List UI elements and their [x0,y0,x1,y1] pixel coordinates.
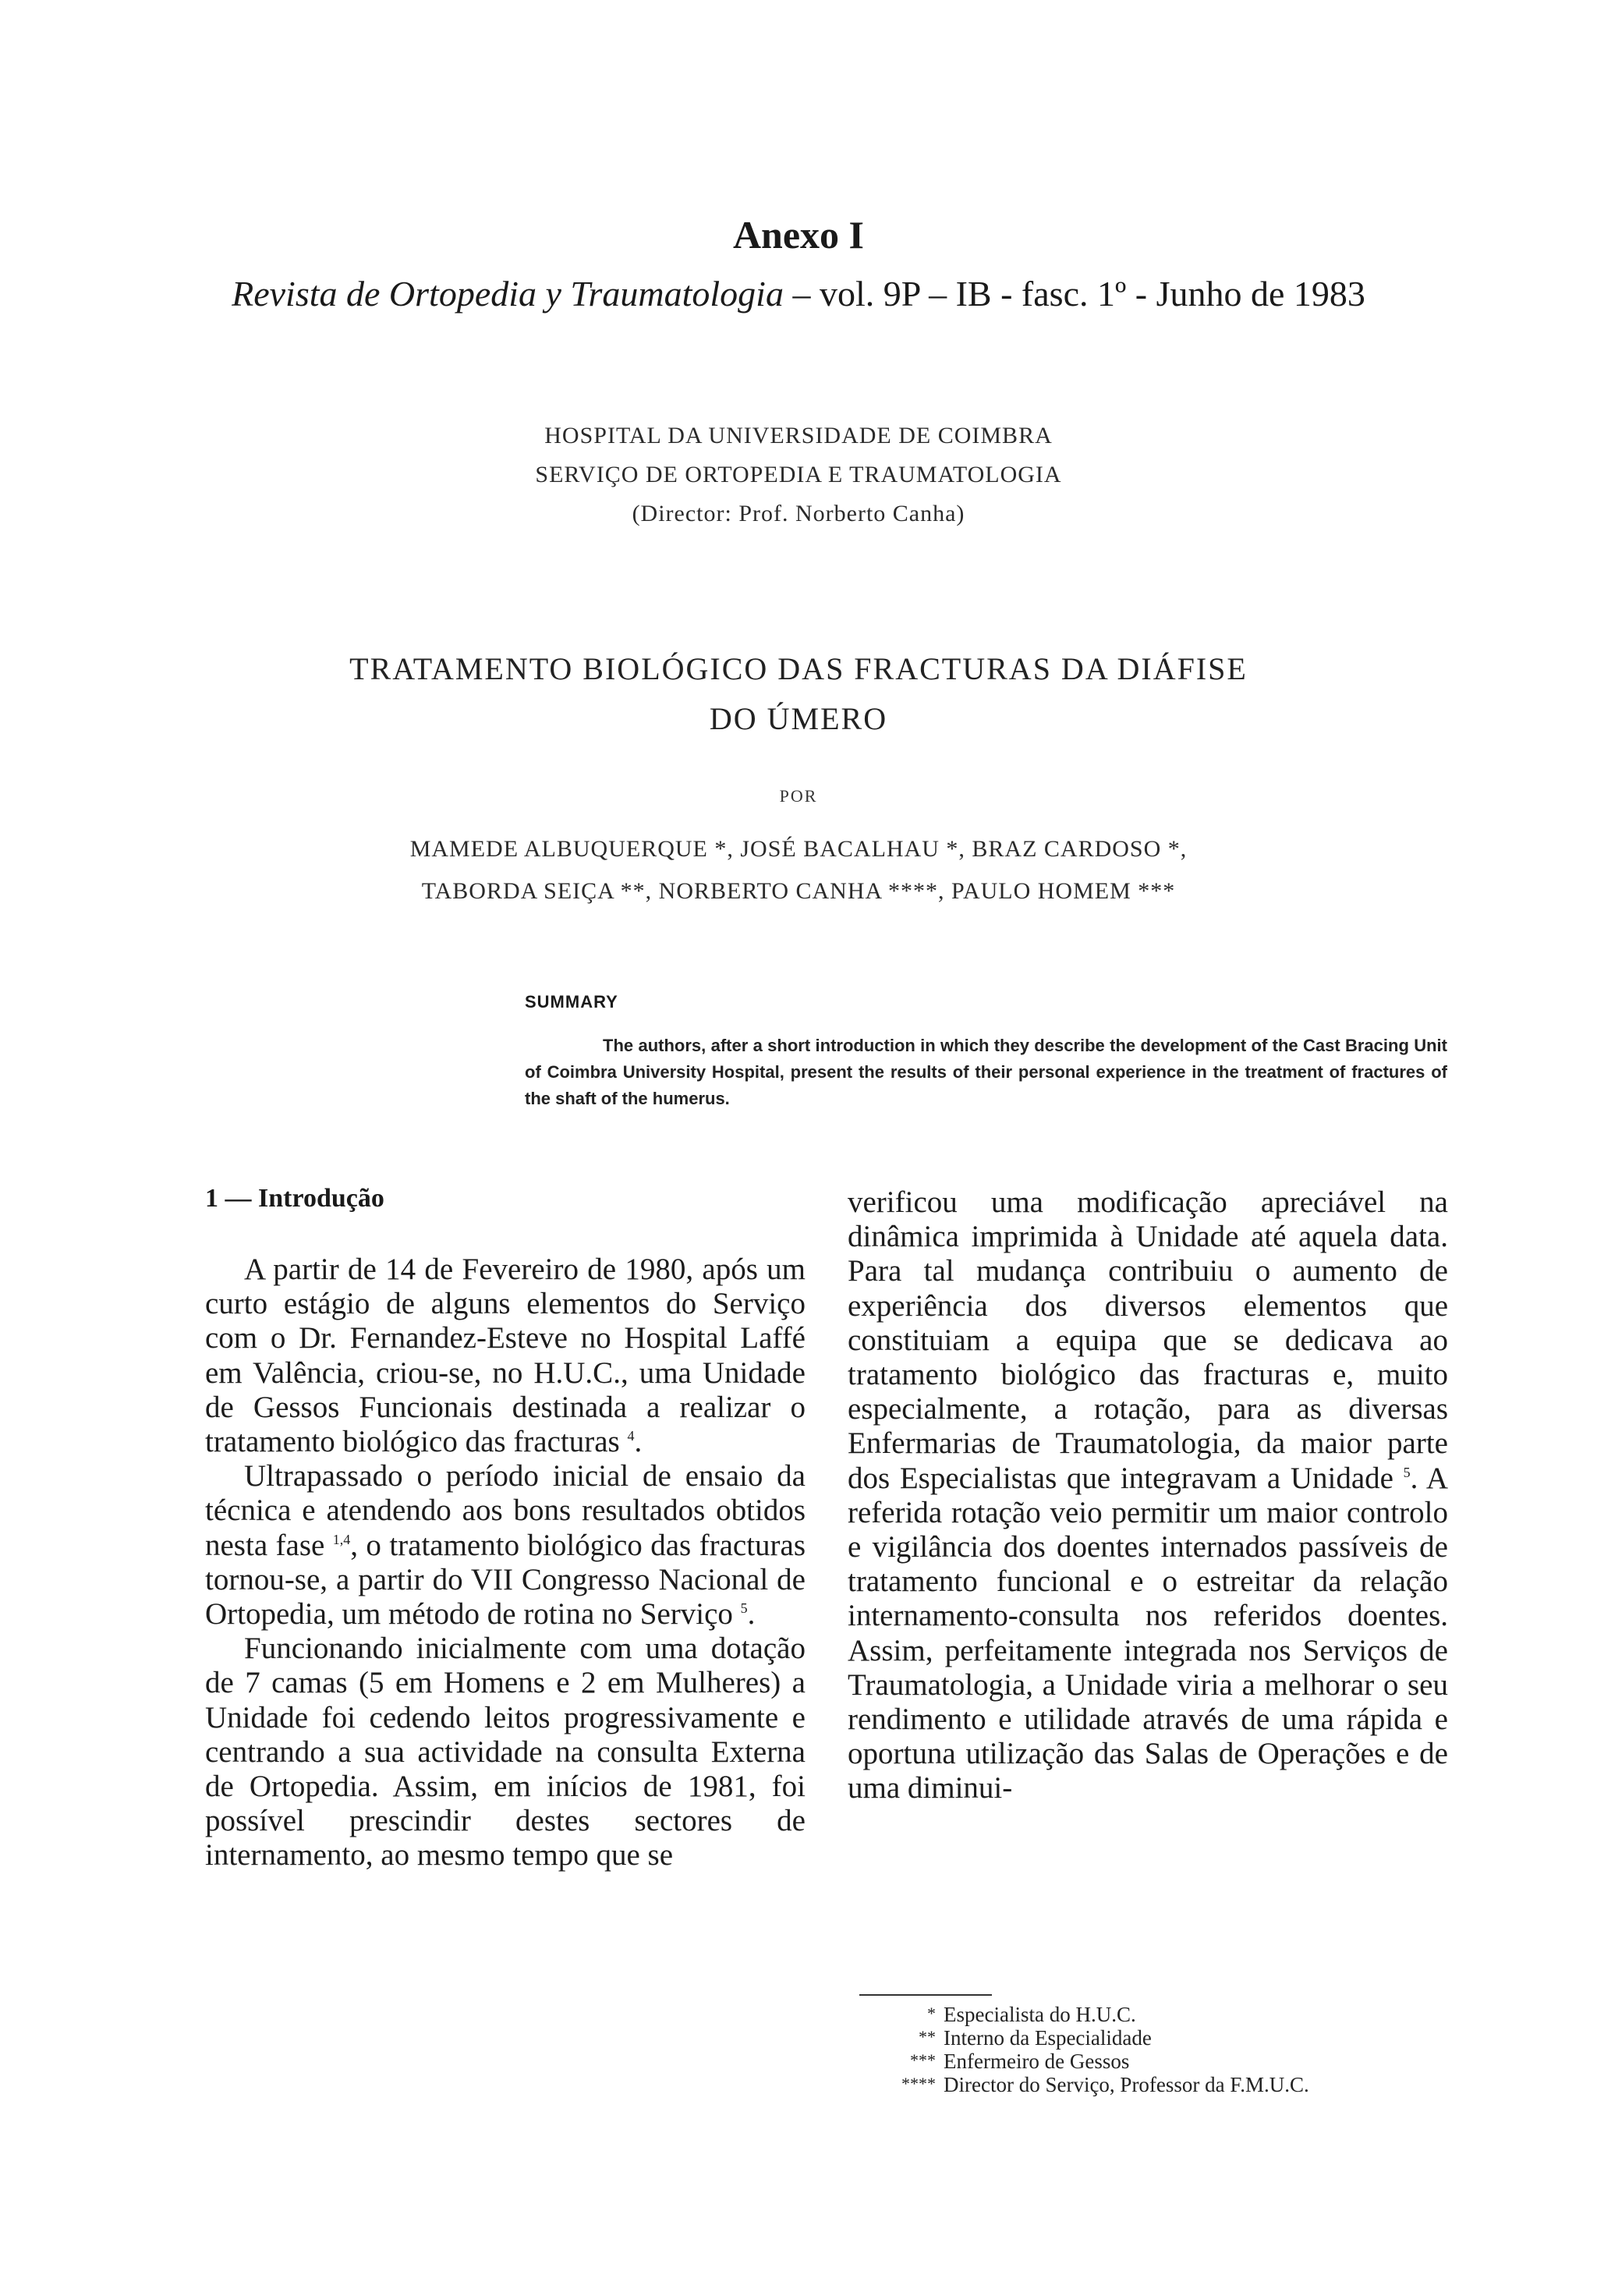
paragraph-text: Ultrapassado o período inicial de ensaio da técnica e atendendo aos bons resultados obtidos nesta fase [205,1459,806,1562]
footnote-text: Interno da Especialidade [944,2026,1152,2050]
journal-citation [0,273,1597,314]
institution-director: (Director: Prof. Norberto Canha) [632,501,965,526]
authors-line1: MAMEDE ALBUQUERQUE *, JOSÉ BACALHAU *, BRAZ CARDOSO *, [409,836,1188,862]
footnote-text: Director do Serviço, Professor da F.M.U.C. [944,2073,1309,2096]
footnote-marker: **** [901,2074,936,2093]
footnote-marker: *** [910,2050,936,2070]
authors-line2: TABORDA SEIÇA **, NORBERTO CANHA ****, PAULO HOMEM *** [421,878,1176,904]
body-paragraph [848,1185,1448,1806]
journal-name: Revista de Ortopedia y Traumatologia [232,274,784,314]
paragraph-text: . [634,1425,643,1459]
paragraph-text: Funcionando inicialmente com uma dotação de 7 camas (5 em Homens e 2 em Mulheres) a Unidade foi cedendo leitos progressivamente e centrando a sua actividade na consulta Externa de Ortopedia. Assim, em inícios de 1981, foi possível prescindir destes sectores de internamento, ao mesmo tempo que se [205,1632,806,1873]
paragraph-text: , o tratamento biológico das fracturas tornou-se, a partir do VII Congresso Nacional de Ortopedia, um método de rotina no Serviço [205,1528,806,1632]
reference-marker: 4 [627,1428,635,1444]
annex-title: Anexo I [732,213,865,257]
footnote [858,2002,1450,2026]
paragraph-text: verificou uma modificação apreciável na dinâmica imprimida à Unidade até aquela data. Para tal mudança contribuiu o aumento de experiência dos diversos elementos que constituiam a equipa que se dedicava ao tratamento biológico das fracturas e, muito especialmente, a rotação, para as diversas Enfermarias de Traumatologia, da maior parte dos Especialistas que integravam a Unidade [848,1185,1448,1495]
footnote-marker: * [927,2004,936,2023]
footnote-text: Enfermeiro de Gessos [944,2050,1130,2073]
body-paragraph [205,1459,806,1632]
reference-marker: 5 [1403,1464,1411,1480]
institution-hospital: HOSPITAL DA UNIVERSIDADE DE COIMBRA [544,423,1053,448]
body-column-right [848,1185,1448,1806]
paragraph-text: A partir de 14 de Fevereiro de 1980, após um curto estágio de alguns elementos do Serviço com o Dr. Fernandez-Esteve no Hospital Laffé em Valência, criou-se, no H.U.C., uma Unidade de Gessos Funcionais destinada a realizar o tratamento biológico das fracturas [205,1253,806,1459]
journal-details: – vol. 9P – IB - fasc. 1º - Junho de 1983 [783,274,1365,314]
footnote-marker: ** [919,2027,936,2046]
institution-service: SERVIÇO DE ORTOPEDIA E TRAUMATOLOGIA [535,462,1062,487]
footnote-text: Especialista do H.U.C. [944,2003,1136,2026]
footnote [858,2025,1450,2050]
footnote [858,2072,1450,2096]
paragraph-text: . [747,1597,756,1632]
summary-text: The authors, after a short introduction in which they describe the development of the Cast Bracing Unit of Coimbra University Hospital, present the results of their personal experience in the treatment of fractures of the shaft of the humerus. [525,1036,1447,1108]
footnote [858,2049,1450,2073]
section-heading: 1 — Introdução [205,1184,384,1213]
body-paragraph [205,1632,806,1873]
body-column-left [205,1253,806,1873]
byline-por: POR [779,786,818,806]
body-paragraph [205,1253,806,1459]
article-title-line1: TRATAMENTO BIOLÓGICO DAS FRACTURAS DA DIÁFISE [349,651,1248,686]
article-title-line2: DO ÚMERO [709,701,888,736]
reference-marker: 5 [740,1600,748,1617]
paragraph-text: . A referida rotação veio permitir um maior controlo e vigilância dos doentes internados passíveis de tratamento funcional e o estreitar da relação internamento-consulta nos referidos doentes. Assim, perfeitamente integrada nos Serviços de Traumatologia, a Unidade viria a melhorar o seu rendimento e utilidade através de uma rápida e oportuna utilização das Salas de Operações e de uma diminui- [848,1461,1449,1805]
reference-marker: 1,4 [332,1531,351,1547]
footnote-divider [859,1994,992,1996]
summary-heading: SUMMARY [525,992,618,1012]
